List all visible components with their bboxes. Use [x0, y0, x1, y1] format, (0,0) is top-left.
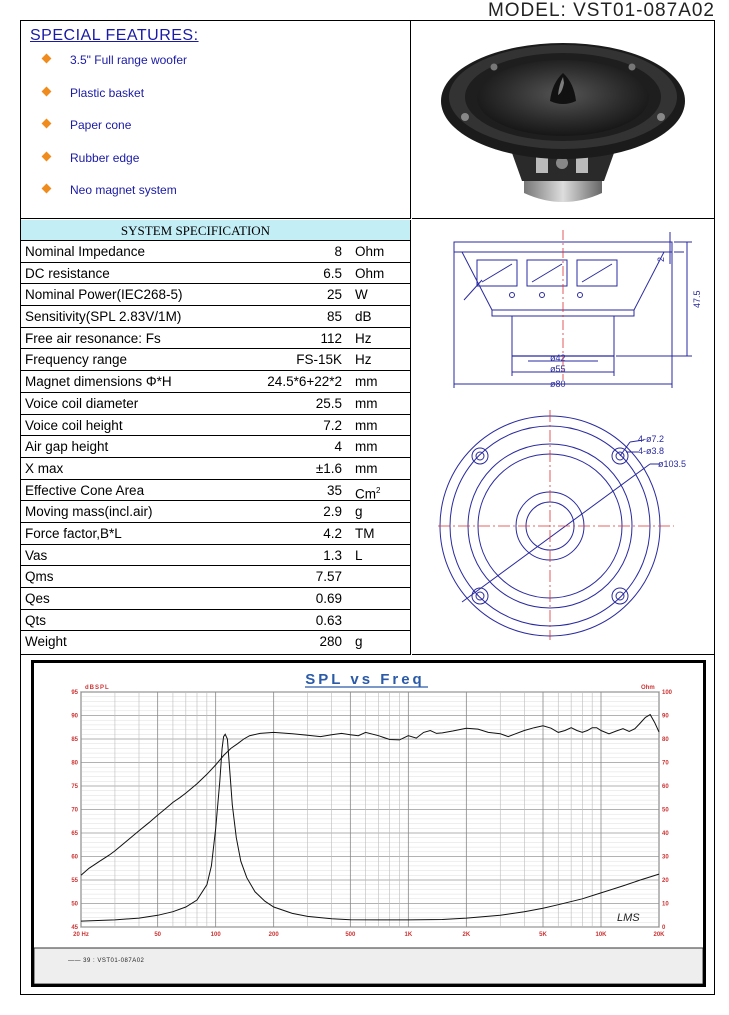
- x-tick-label: 200: [268, 932, 279, 938]
- spec-value: 25: [326, 287, 342, 303]
- features-list: [43, 53, 187, 216]
- spec-name: Frequency range: [25, 352, 128, 368]
- special-features-panel: [21, 21, 411, 219]
- spec-row: [21, 241, 410, 263]
- feature-item: Plastic basket: [43, 86, 187, 119]
- spec-unit: Cm$^2$: [355, 485, 381, 502]
- y-tick-label: 95: [71, 690, 78, 696]
- spec-value: ±1.6: [315, 460, 342, 476]
- y-tick-label: 50: [71, 901, 78, 908]
- y-tick-label: 60: [71, 854, 78, 861]
- diamond-bullet-icon: [42, 119, 52, 129]
- spec-row: [21, 415, 410, 437]
- x-tick-label: 20 Hz: [73, 932, 89, 938]
- legend-entry: —— 39 : VST01-087A02: [68, 958, 145, 964]
- y2-tick-label: 40: [662, 831, 669, 837]
- spec-value: FS-15K: [296, 352, 342, 368]
- feature-item: Paper cone: [43, 118, 187, 151]
- lms-watermark: LMS: [617, 912, 640, 924]
- spec-name: Vas: [25, 547, 48, 563]
- chart-title: SPL vs Freq: [305, 671, 425, 688]
- x-tick-label: 20K: [653, 932, 665, 938]
- datasheet: [20, 20, 715, 995]
- spec-row: [21, 393, 410, 415]
- y-tick-label: 80: [71, 760, 78, 767]
- y2-tick-label: 70: [662, 760, 669, 767]
- spec-value: 280: [319, 634, 342, 650]
- spec-value: 85: [326, 309, 342, 325]
- spec-value: 4.2: [323, 525, 342, 541]
- spec-name: Force factor,B*L: [25, 525, 122, 541]
- model-number: MODEL: VST01-087A02: [487, 0, 715, 21]
- spl-chart-panel: [21, 657, 714, 994]
- x-tick-label: 500: [345, 932, 356, 938]
- spec-name: Moving mass(incl.air): [25, 504, 153, 520]
- spec-unit: Hz: [355, 330, 372, 346]
- spec-unit: g: [355, 634, 363, 650]
- spl-chart-svg: [34, 663, 703, 984]
- spec-unit: W: [355, 287, 368, 303]
- spec-row: [21, 545, 410, 567]
- spec-unit: dB: [355, 309, 372, 325]
- diamond-bullet-icon: [42, 184, 52, 194]
- svg-text:47.5: 47.5: [692, 290, 702, 308]
- spec-name: DC resistance: [25, 265, 110, 281]
- svg-text:2: 2: [656, 256, 666, 262]
- legend-bar: [34, 948, 703, 984]
- svg-text:4-ø3.8: 4-ø3.8: [638, 446, 665, 456]
- spec-unit: L: [355, 547, 363, 563]
- svg-text:ø42: ø42: [550, 353, 566, 363]
- spec-name: Effective Cone Area: [25, 482, 145, 498]
- y-tick-label: 75: [71, 784, 78, 790]
- svg-text:ø80: ø80: [550, 379, 566, 389]
- spec-value: 24.5*6+22*2: [267, 374, 342, 390]
- spec-name: Qes: [25, 591, 50, 606]
- y-axis-label: dBSPL: [85, 685, 110, 691]
- spec-name: Qms: [25, 569, 54, 585]
- spec-value: 0.69: [315, 591, 342, 606]
- spec-value: 35: [326, 482, 342, 498]
- spec-rows: [21, 241, 410, 653]
- spec-value: 4: [334, 439, 342, 455]
- spec-row: [21, 631, 410, 653]
- y-tick-label: 65: [71, 831, 78, 837]
- x-tick-label: 5K: [539, 932, 547, 938]
- spec-unit: Hz: [355, 352, 372, 368]
- spec-row: [21, 436, 410, 458]
- spec-value: 112: [320, 330, 342, 346]
- spec-name: Nominal Impedance: [25, 244, 146, 259]
- x-tick-label: 10K: [595, 932, 607, 938]
- spec-row: [21, 458, 410, 480]
- spec-unit: mm: [355, 460, 378, 476]
- spec-name: Weight: [25, 634, 67, 650]
- y2-tick-label: 60: [662, 784, 669, 790]
- y2-tick-label: 30: [662, 854, 669, 861]
- diamond-bullet-icon: [42, 151, 52, 161]
- spec-name: Nominal Power(IEC268-5): [25, 287, 183, 303]
- y2-tick-label: 20: [662, 878, 669, 884]
- spec-name: Free air resonance: Fs: [25, 330, 161, 346]
- spec-name: Air gap height: [25, 439, 109, 455]
- spec-name: Qts: [25, 612, 47, 628]
- y2-tick-label: 100: [662, 690, 673, 696]
- spec-unit: mm: [355, 374, 378, 390]
- y2-tick-label: 80: [662, 737, 669, 743]
- spec-value: 7.57: [315, 569, 342, 585]
- spec-unit: Ohm: [355, 265, 385, 281]
- spec-row: [21, 328, 410, 350]
- spec-row: [21, 588, 410, 610]
- diamond-bullet-icon: [42, 86, 52, 96]
- speaker-photo: [412, 21, 714, 219]
- spec-value: 7.2: [323, 417, 342, 433]
- spec-row: [21, 566, 410, 588]
- dimension-drawing: [412, 220, 714, 655]
- spec-value: 2.9: [323, 504, 342, 520]
- y-tick-label: 45: [71, 925, 78, 931]
- y2-tick-label: 10: [662, 901, 669, 908]
- spec-row: [21, 284, 410, 306]
- spec-value: 8: [334, 244, 342, 259]
- y-tick-label: 70: [71, 807, 78, 814]
- svg-text:4-ø7.2: 4-ø7.2: [638, 434, 665, 444]
- x-tick-label: 2K: [462, 932, 471, 938]
- spec-row: [21, 501, 410, 523]
- spec-row: [21, 349, 410, 371]
- y2-tick-label: 0: [662, 925, 666, 931]
- y2-tick-label: 90: [662, 713, 669, 720]
- spec-name: Sensitivity(SPL 2.83V/1M): [25, 309, 182, 325]
- spec-value: 25.5: [315, 395, 342, 411]
- spec-unit: Ohm: [355, 244, 385, 259]
- spec-unit: g: [355, 504, 363, 520]
- spec-unit: mm: [355, 439, 378, 455]
- y2-axis-label: Ohm: [641, 685, 655, 691]
- feature-item: Neo magnet system: [43, 183, 187, 216]
- spec-unit: mm: [355, 417, 378, 433]
- spec-unit: TM: [355, 525, 375, 541]
- y2-tick-label: 50: [662, 807, 669, 814]
- diamond-bullet-icon: [42, 54, 52, 64]
- x-tick-label: 100: [210, 932, 221, 938]
- x-tick-label: 50: [154, 932, 162, 938]
- feature-item: 3.5" Full range woofer: [43, 53, 187, 86]
- special-features-title: SPECIAL FEATURES:: [30, 27, 199, 44]
- spec-row: [21, 480, 410, 502]
- spec-unit: mm: [355, 395, 378, 411]
- spec-name: Voice coil height: [25, 417, 123, 433]
- feature-item: Rubber edge: [43, 151, 187, 184]
- spl-chart: [31, 660, 706, 987]
- spec-row: [21, 371, 410, 393]
- svg-text:ø55: ø55: [550, 364, 566, 374]
- spec-name: X max: [25, 460, 64, 476]
- y-tick-label: 90: [71, 713, 78, 720]
- y-tick-label: 55: [71, 878, 78, 884]
- spec-value: 6.5: [323, 265, 342, 281]
- spec-row: [21, 610, 410, 632]
- y-tick-label: 85: [71, 737, 78, 743]
- spec-row: [21, 263, 410, 285]
- spec-name: Magnet dimensions Φ*H: [25, 374, 172, 390]
- spec-row: [21, 306, 410, 328]
- spec-name: Voice coil diameter: [25, 395, 139, 411]
- svg-text:ø103.5: ø103.5: [658, 459, 687, 469]
- x-tick-label: 1K: [404, 932, 413, 938]
- spec-table-title: SYSTEM SPECIFICATION: [21, 220, 410, 241]
- spec-row: [21, 523, 410, 545]
- spec-value: 1.3: [323, 547, 342, 563]
- spec-value: 0.63: [315, 612, 342, 628]
- system-specification-table: [21, 220, 411, 655]
